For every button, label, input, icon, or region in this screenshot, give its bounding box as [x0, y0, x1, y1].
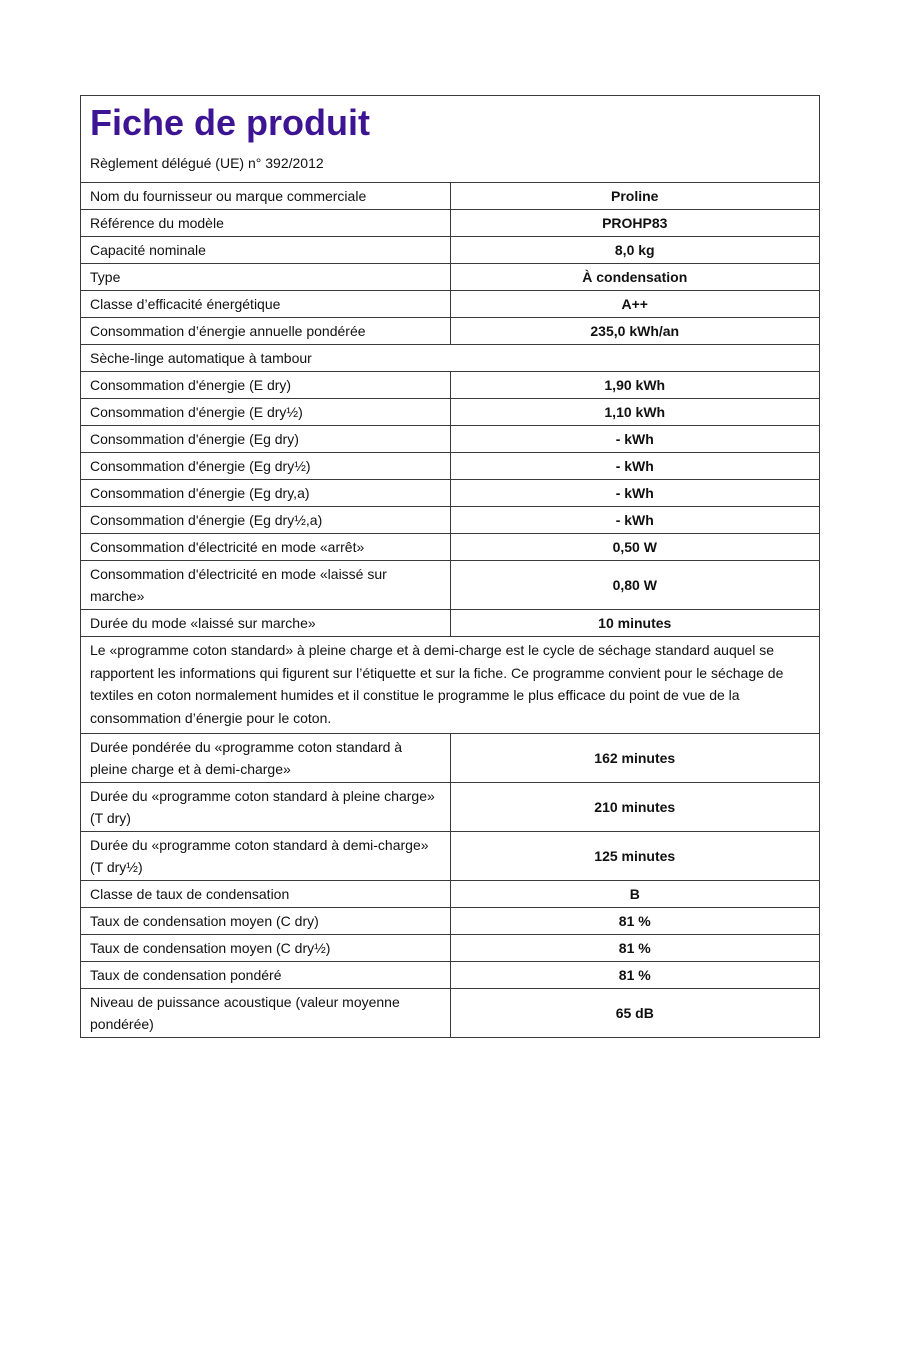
row-value: 10 minutes: [450, 610, 820, 637]
table-row: [81, 318, 820, 345]
table-row: [81, 734, 820, 783]
table-row: [81, 480, 820, 507]
table-row: [81, 291, 820, 318]
row-value: 162 minutes: [450, 734, 820, 783]
table-row: [81, 534, 820, 561]
table-row: [81, 237, 820, 264]
row-label: Référence du modèle: [81, 210, 451, 237]
row-value: À condensation: [450, 264, 820, 291]
row-value: 65 dB: [450, 989, 820, 1038]
regulation-subtitle: Règlement délégué (UE) n° 392/2012: [90, 155, 324, 171]
table-row: [81, 507, 820, 534]
table-row: [81, 453, 820, 480]
row-label: Nom du fournisseur ou marque commerciale: [81, 183, 451, 210]
row-label: Consommation d'énergie (Eg dry): [81, 426, 451, 453]
header-cell: [81, 96, 820, 183]
row-label: Consommation d’énergie annuelle pondérée: [81, 318, 451, 345]
row-value: 8,0 kg: [450, 237, 820, 264]
row-value: 81 %: [450, 908, 820, 935]
row-label: Durée du «programme coton standard à pleine charge» (T dry): [81, 783, 451, 832]
table-row: [81, 561, 820, 610]
table-row: [81, 610, 820, 637]
table-row: [81, 881, 820, 908]
table-row: [81, 989, 820, 1038]
row-label: Classe d’efficacité énergétique: [81, 291, 451, 318]
row-label: Consommation d'électricité en mode «arrêt»: [81, 534, 451, 561]
row-value: 235,0 kWh/an: [450, 318, 820, 345]
row-label: Taux de condensation moyen (C dry½): [81, 935, 451, 962]
row-label: Consommation d'énergie (Eg dry½,a): [81, 507, 451, 534]
row-value: A++: [450, 291, 820, 318]
row-label: Capacité nominale: [81, 237, 451, 264]
header-row: [81, 96, 820, 183]
table-row: [81, 372, 820, 399]
table-row: [81, 183, 820, 210]
row-value: 1,10 kWh: [450, 399, 820, 426]
row-value: 0,80 W: [450, 561, 820, 610]
page-title: Fiche de produit: [90, 102, 371, 143]
row-value: 81 %: [450, 935, 820, 962]
row-label: Consommation d'énergie (Eg dry,a): [81, 480, 451, 507]
table-row: [81, 783, 820, 832]
row-label: Consommation d'électricité en mode «laissé sur marche»: [81, 561, 451, 610]
row-value: B: [450, 881, 820, 908]
row-label: Durée du «programme coton standard à demi-charge» (T dry½): [81, 832, 451, 881]
row-label: Durée pondérée du «programme coton standard à pleine charge et à demi-charge»: [81, 734, 451, 783]
row-label: Durée du mode «laissé sur marche»: [81, 610, 451, 637]
row-value: 125 minutes: [450, 832, 820, 881]
table-row: [81, 962, 820, 989]
table-row: [81, 908, 820, 935]
table-row: [81, 935, 820, 962]
section-note: Sèche-linge automatique à tambour: [81, 345, 820, 372]
row-value: 1,90 kWh: [450, 372, 820, 399]
product-fiche: [80, 95, 820, 1038]
table-row: [81, 399, 820, 426]
row-value: - kWh: [450, 480, 820, 507]
row-value: PROHP83: [450, 210, 820, 237]
table-row: [81, 426, 820, 453]
paragraph-row: [81, 637, 820, 734]
row-label: Classe de taux de condensation: [81, 881, 451, 908]
table-row: [81, 210, 820, 237]
row-value: - kWh: [450, 426, 820, 453]
row-label: Consommation d'énergie (E dry½): [81, 399, 451, 426]
row-value: - kWh: [450, 507, 820, 534]
row-label: Consommation d'énergie (E dry): [81, 372, 451, 399]
table-row: [81, 264, 820, 291]
row-label: Consommation d'énergie (Eg dry½): [81, 453, 451, 480]
table-row: [81, 832, 820, 881]
row-value: 0,50 W: [450, 534, 820, 561]
row-label: Niveau de puissance acoustique (valeur moyenne pondérée): [81, 989, 451, 1038]
row-label: Type: [81, 264, 451, 291]
row-value: Proline: [450, 183, 820, 210]
row-label: Taux de condensation pondéré: [81, 962, 451, 989]
row-value: - kWh: [450, 453, 820, 480]
product-fiche-table: [80, 95, 820, 1038]
section-row: [81, 345, 820, 372]
row-value: 81 %: [450, 962, 820, 989]
standard-program-paragraph: Le «programme coton standard» à pleine charge et à demi-charge est le cycle de séchage standard auquel se rapportent les informations qui figurent sur l’étiquette et sur la fiche. Ce programme convient pour le séchage de textiles en coton normalement humides et il constitue le programme le plus efficace du point de vue de la consommation d’énergie pour le coton.: [81, 637, 820, 734]
row-value: 210 minutes: [450, 783, 820, 832]
row-label: Taux de condensation moyen (C dry): [81, 908, 451, 935]
